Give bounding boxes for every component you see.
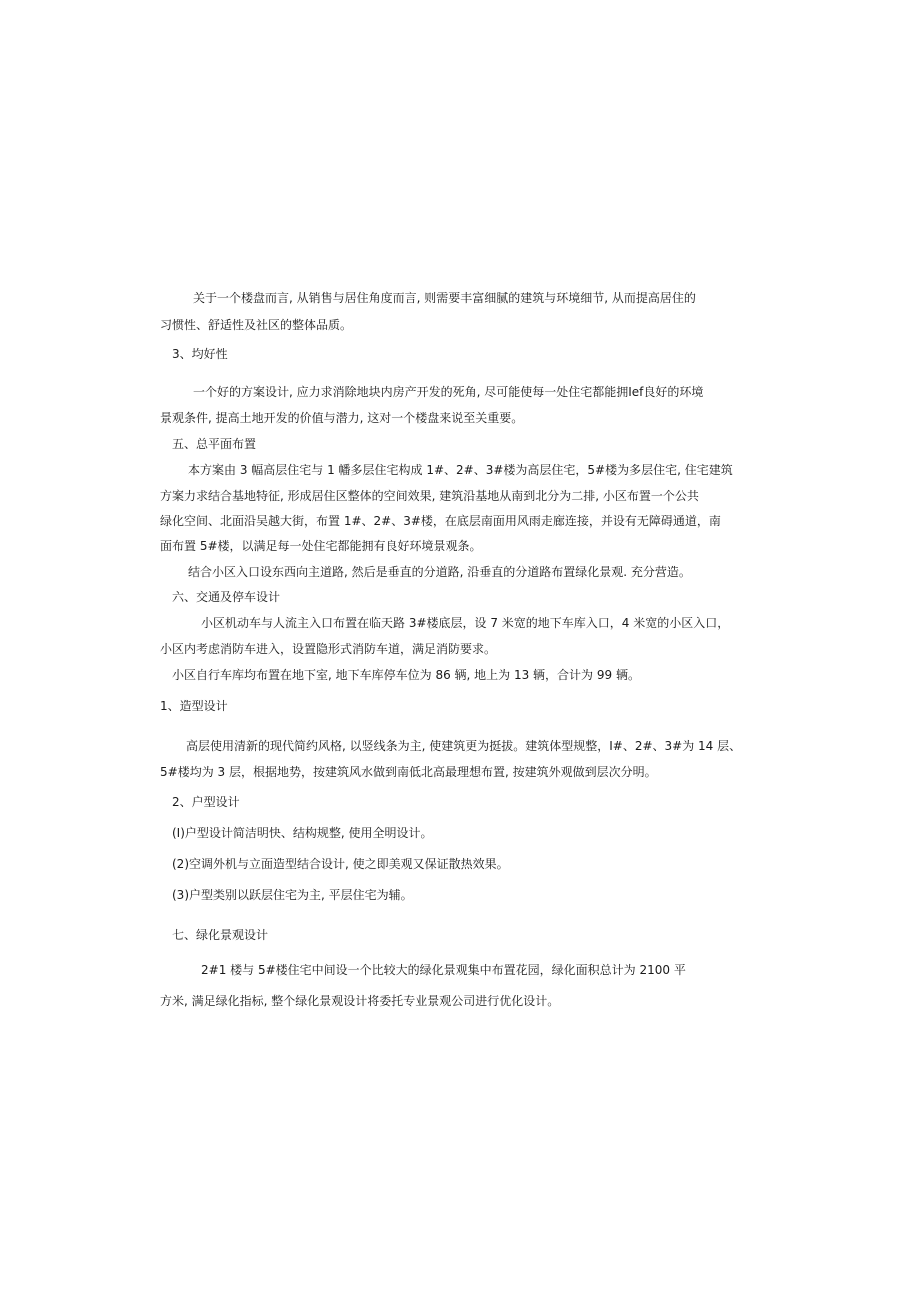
intro-paragraph-line-1: 关于一个楼盘而言, 从销售与居住角度而言, 则需要丰富细腻的建筑与环境细节, 从而提高居住的 bbox=[193, 291, 696, 305]
unit-design-item-2: (2)空调外机与立面造型结合设计, 使之即美观又保证散热效果。 bbox=[172, 857, 509, 871]
site-plan-paragraph-line-1: 本方案由 3 幅高层住宅与 1 幡多层住宅构成 1#、2#、3#楼为高层住宅，5#楼为多层住宅, 住宅建筑 bbox=[188, 463, 733, 477]
site-plan-paragraph-line-5: 结合小区入口设东西向主道路, 然后是垂直的分道路, 沿垂直的分道路布置绿化景观. 充分营造。 bbox=[188, 565, 691, 579]
section-heading-traffic-parking: 六、交通及停车设计 bbox=[172, 590, 281, 604]
site-plan-paragraph-line-4: 面布置 5#楼，以满足每一处住宅都能拥有良好环境景观条。 bbox=[160, 539, 482, 553]
section-heading-landscape: 七、绿化景观设计 bbox=[172, 928, 269, 942]
uniformity-paragraph-line-2: 景观条件, 提高土地开发的价值与潜力, 这对一个楼盘来说至关重要。 bbox=[160, 411, 524, 425]
unit-design-item-3: (3)户型类别以跃层住宅为主, 平层住宅为辅。 bbox=[172, 888, 413, 902]
intro-paragraph-line-2: 习惯性、舒适性及社区的整体品质。 bbox=[160, 318, 353, 332]
section-heading-uniformity: 3、均好性 bbox=[172, 347, 228, 361]
subsection-heading-form-design: 1、造型设计 bbox=[160, 699, 228, 713]
site-plan-paragraph-line-3: 绿化空间、北面沿吴越大街，布置 1#、2#、3#楼，在底层南面用风雨走廊连接，并设有无障碍通道，南 bbox=[160, 514, 721, 528]
form-design-paragraph-line-2: 5#楼均为 3 层，根据地势，按建筑风水做到南低北高最理想布置, 按建筑外观做到层次分明。 bbox=[160, 765, 657, 779]
uniformity-paragraph-line-1: 一个好的方案设计, 应力求消除地块内房产开发的死角, 尽可能使每一处住宅都能拥Ief良好的环境 bbox=[193, 385, 704, 399]
traffic-paragraph-line-2: 小区内考虑消防车进入，设置隐形式消防车道，满足消防要求。 bbox=[160, 642, 497, 656]
traffic-paragraph-line-3: 小区自行车库均布置在地下室, 地下车库停车位为 86 辆, 地上为 13 辆，合计为 99 辆。 bbox=[172, 668, 640, 682]
landscape-paragraph-line-2: 方米, 满足绿化指标, 整个绿化景观设计将委托专业景观公司进行优化设计。 bbox=[160, 994, 560, 1008]
form-design-paragraph-line-1: 高层使用清新的现代简约风格, 以竖线条为主, 使建筑更为挺拔。建筑体型规整，I#、2#、3#为 14 层、 bbox=[186, 739, 742, 753]
landscape-paragraph-line-1: 2#1 楼与 5#楼住宅中间设一个比较大的绿化景观集中布置花园，绿化面积总计为 2100 平 bbox=[201, 963, 686, 977]
section-heading-site-plan: 五、总平面布置 bbox=[172, 437, 257, 451]
traffic-paragraph-line-1: 小区机动车与人流主入口布置在临天路 3#楼底层，设 7 米宽的地下车库入口，4 米宽的小区入口， bbox=[201, 616, 730, 630]
unit-design-item-1: (I)户型设计简洁明快、结构规整, 使用全明设计。 bbox=[172, 826, 433, 840]
subsection-heading-unit-design: 2、户型设计 bbox=[172, 795, 240, 809]
site-plan-paragraph-line-2: 方案力求结合基地特征, 形成居住区整体的空间效果, 建筑沿基地从南到北分为二排, 小区布置一个公共 bbox=[160, 489, 699, 503]
